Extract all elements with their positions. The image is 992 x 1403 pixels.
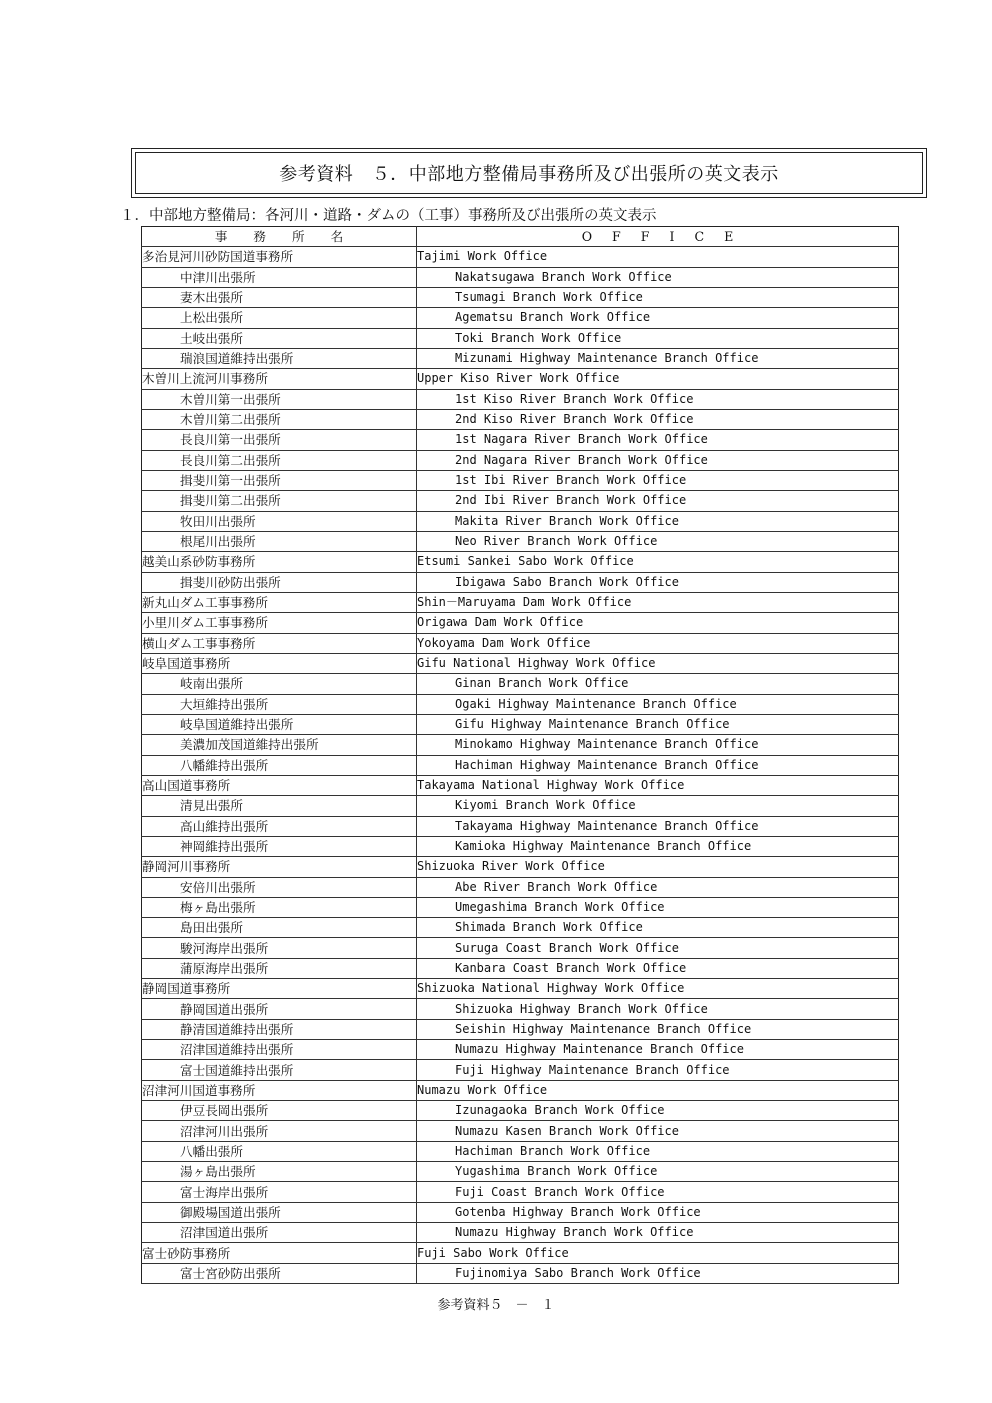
office-english-cell: Yokoyama Dam Work Office	[417, 633, 899, 653]
office-name-cell: 静岡国道出張所	[142, 999, 417, 1019]
table-row	[142, 1080, 899, 1100]
office-name-cell: 沼津国道出張所	[142, 1223, 417, 1243]
office-english-cell: Agematsu Branch Work Office	[417, 308, 899, 328]
office-english-cell: Hachiman Branch Work Office	[417, 1141, 899, 1161]
office-name-cell: 岐阜国道事務所	[142, 653, 417, 673]
office-name-cell: 富士砂防事務所	[142, 1243, 417, 1263]
office-english-cell: Tajimi Work Office	[417, 247, 899, 267]
office-name-cell: 揖斐川第二出張所	[142, 491, 417, 511]
table-row	[142, 1040, 899, 1060]
office-english-cell: Nakatsugawa Branch Work Office	[417, 267, 899, 287]
table-row	[142, 755, 899, 775]
office-english-cell: Numazu Highway Branch Work Office	[417, 1223, 899, 1243]
office-english-cell: Ibigawa Sabo Branch Work Office	[417, 572, 899, 592]
office-english-cell: Kamioka Highway Maintenance Branch Office	[417, 836, 899, 856]
office-name-cell: 中津川出張所	[142, 267, 417, 287]
office-name-cell: 沼津河川国道事務所	[142, 1080, 417, 1100]
office-name-cell: 梅ヶ島出張所	[142, 897, 417, 917]
office-english-cell: 2nd Nagara River Branch Work Office	[417, 450, 899, 470]
table-row	[142, 470, 899, 490]
office-english-cell: Ginan Branch Work Office	[417, 674, 899, 694]
table-row	[142, 1019, 899, 1039]
table-row	[142, 592, 899, 612]
office-english-cell: Shizuoka National Highway Work Office	[417, 979, 899, 999]
table-row	[142, 1202, 899, 1222]
office-name-cell: 瑞浪国道維持出張所	[142, 348, 417, 368]
office-english-cell: Yugashima Branch Work Office	[417, 1162, 899, 1182]
table-header-row	[142, 227, 899, 247]
table-row	[142, 1182, 899, 1202]
page-number: 参考資料５ － １	[437, 1298, 555, 1313]
office-english-cell: Shizuoka Highway Branch Work Office	[417, 999, 899, 1019]
office-name-cell: 島田出張所	[142, 918, 417, 938]
office-name-cell: 根尾川出張所	[142, 531, 417, 551]
office-name-cell: 沼津国道維持出張所	[142, 1040, 417, 1060]
office-english-cell: Abe River Branch Work Office	[417, 877, 899, 897]
table-row	[142, 877, 899, 897]
table-row	[142, 958, 899, 978]
office-english-cell: Gotenba Highway Branch Work Office	[417, 1202, 899, 1222]
office-english-cell: Suruga Coast Branch Work Office	[417, 938, 899, 958]
office-name-cell: 富士国道維持出張所	[142, 1060, 417, 1080]
office-english-cell: Takayama Highway Maintenance Branch Office	[417, 816, 899, 836]
table-row	[142, 816, 899, 836]
office-name-cell: 神岡維持出張所	[142, 836, 417, 856]
office-name-cell: 富士海岸出張所	[142, 1182, 417, 1202]
table-row	[142, 1243, 899, 1263]
table-row	[142, 287, 899, 307]
office-name-cell: 越美山系砂防事務所	[142, 552, 417, 572]
table-row	[142, 979, 899, 999]
table-row	[142, 247, 899, 267]
office-name-cell: 湯ヶ島出張所	[142, 1162, 417, 1182]
table-row	[142, 552, 899, 572]
table-row	[142, 1263, 899, 1283]
office-english-cell: 1st Kiso River Branch Work Office	[417, 389, 899, 409]
table-row	[142, 1060, 899, 1080]
table-row	[142, 348, 899, 368]
office-name-cell: 静岡国道事務所	[142, 979, 417, 999]
table-row	[142, 674, 899, 694]
office-name-cell: 八幡維持出張所	[142, 755, 417, 775]
table-row	[142, 938, 899, 958]
office-name-cell: 岐南出張所	[142, 674, 417, 694]
office-name-cell: 土岐出張所	[142, 328, 417, 348]
office-english-cell: Shimada Branch Work Office	[417, 918, 899, 938]
table-row	[142, 450, 899, 470]
page-title: 参考資料 ５．中部地方整備局事務所及び出張所の英文表示	[135, 152, 923, 194]
office-english-cell: Makita River Branch Work Office	[417, 511, 899, 531]
office-name-cell: 長良川第二出張所	[142, 450, 417, 470]
office-english-cell: 2nd Ibi River Branch Work Office	[417, 491, 899, 511]
office-name-cell: 揖斐川第一出張所	[142, 470, 417, 490]
table-row	[142, 857, 899, 877]
title-box	[131, 148, 927, 198]
table-row	[142, 694, 899, 714]
table-row	[142, 328, 899, 348]
office-english-cell: Gifu Highway Maintenance Branch Office	[417, 714, 899, 734]
office-name-cell: 木曽川上流河川事務所	[142, 369, 417, 389]
table-row	[142, 735, 899, 755]
office-name-cell: 横山ダム工事事務所	[142, 633, 417, 653]
table-row	[142, 613, 899, 633]
office-english-cell: Fuji Sabo Work Office	[417, 1243, 899, 1263]
table-row	[142, 836, 899, 856]
office-english-cell: Takayama National Highway Work Office	[417, 775, 899, 795]
office-english-cell: Minokamo Highway Maintenance Branch Office	[417, 735, 899, 755]
office-name-cell: 御殿場国道出張所	[142, 1202, 417, 1222]
table-row	[142, 267, 899, 287]
office-english-cell: Upper Kiso River Work Office	[417, 369, 899, 389]
office-english-cell: Umegashima Branch Work Office	[417, 897, 899, 917]
header-office-name: 事務所名	[142, 227, 417, 247]
table-row	[142, 1162, 899, 1182]
table-row	[142, 796, 899, 816]
table-row	[142, 633, 899, 653]
office-english-cell: Ogaki Highway Maintenance Branch Office	[417, 694, 899, 714]
office-name-cell: 揖斐川砂防出張所	[142, 572, 417, 592]
table-row	[142, 1121, 899, 1141]
office-english-cell: Gifu National Highway Work Office	[417, 653, 899, 673]
office-english-cell: 1st Nagara River Branch Work Office	[417, 430, 899, 450]
office-english-cell: Numazu Kasen Branch Work Office	[417, 1121, 899, 1141]
table-row	[142, 511, 899, 531]
table-row	[142, 531, 899, 551]
table-row	[142, 897, 899, 917]
office-english-cell: Tsumagi Branch Work Office	[417, 287, 899, 307]
office-name-cell: 木曽川第二出張所	[142, 409, 417, 429]
office-english-cell: Izunagaoka Branch Work Office	[417, 1101, 899, 1121]
office-name-cell: 岐阜国道維持出張所	[142, 714, 417, 734]
table-row	[142, 653, 899, 673]
office-english-cell: Fuji Coast Branch Work Office	[417, 1182, 899, 1202]
office-english-cell: Shin－Maruyama Dam Work Office	[417, 592, 899, 612]
office-english-cell: Kanbara Coast Branch Work Office	[417, 958, 899, 978]
office-name-cell: 新丸山ダム工事事務所	[142, 592, 417, 612]
office-english-cell: 2nd Kiso River Branch Work Office	[417, 409, 899, 429]
office-name-cell: 駿河海岸出張所	[142, 938, 417, 958]
office-english-cell: Neo River Branch Work Office	[417, 531, 899, 551]
office-name-cell: 蒲原海岸出張所	[142, 958, 417, 978]
office-name-cell: 沼津河川出張所	[142, 1121, 417, 1141]
office-name-cell: 多治見河川砂防国道事務所	[142, 247, 417, 267]
table-row	[142, 999, 899, 1019]
office-english-cell: Numazu Highway Maintenance Branch Office	[417, 1040, 899, 1060]
office-name-cell: 小里川ダム工事事務所	[142, 613, 417, 633]
office-english-cell: Etsumi Sankei Sabo Work Office	[417, 552, 899, 572]
office-english-cell: Fuji Highway Maintenance Branch Office	[417, 1060, 899, 1080]
office-name-cell: 上松出張所	[142, 308, 417, 328]
table-row	[142, 1223, 899, 1243]
office-name-cell: 静清国道維持出張所	[142, 1019, 417, 1039]
table-row	[142, 409, 899, 429]
office-english-cell: Origawa Dam Work Office	[417, 613, 899, 633]
table-row	[142, 491, 899, 511]
header-office: OFFICE	[417, 227, 899, 247]
office-name-cell: 伊豆長岡出張所	[142, 1101, 417, 1121]
office-english-cell: Toki Branch Work Office	[417, 328, 899, 348]
office-name-cell: 妻木出張所	[142, 287, 417, 307]
office-name-cell: 静岡河川事務所	[142, 857, 417, 877]
office-english-cell: Hachiman Highway Maintenance Branch Office	[417, 755, 899, 775]
office-english-cell: Numazu Work Office	[417, 1080, 899, 1100]
table-row	[142, 308, 899, 328]
table-row	[142, 572, 899, 592]
table-row	[142, 918, 899, 938]
table-row	[142, 1101, 899, 1121]
office-english-cell: Kiyomi Branch Work Office	[417, 796, 899, 816]
table-row	[142, 1141, 899, 1161]
office-english-cell: Seishin Highway Maintenance Branch Office	[417, 1019, 899, 1039]
office-name-cell: 清見出張所	[142, 796, 417, 816]
office-english-cell: Mizunami Highway Maintenance Branch Office	[417, 348, 899, 368]
table-body	[142, 247, 899, 1284]
office-english-cell: 1st Ibi River Branch Work Office	[417, 470, 899, 490]
office-english-cell: Fujinomiya Sabo Branch Work Office	[417, 1263, 899, 1283]
office-name-cell: 高山国道事務所	[142, 775, 417, 795]
office-name-cell: 大垣維持出張所	[142, 694, 417, 714]
office-name-cell: 木曽川第一出張所	[142, 389, 417, 409]
office-name-cell: 美濃加茂国道維持出張所	[142, 735, 417, 755]
office-name-cell: 長良川第一出張所	[142, 430, 417, 450]
table-row	[142, 714, 899, 734]
office-name-cell: 安倍川出張所	[142, 877, 417, 897]
table-row	[142, 775, 899, 795]
office-name-cell: 富士宮砂防出張所	[142, 1263, 417, 1283]
table-row	[142, 430, 899, 450]
office-name-cell: 八幡出張所	[142, 1141, 417, 1161]
table-row	[142, 389, 899, 409]
section-heading: １．中部地方整備局：各河川・道路・ダムの（工事）事務所及び出張所の英文表示	[120, 208, 657, 224]
office-name-cell: 高山維持出張所	[142, 816, 417, 836]
office-english-cell: Shizuoka River Work Office	[417, 857, 899, 877]
table-row	[142, 369, 899, 389]
office-name-cell: 牧田川出張所	[142, 511, 417, 531]
office-table	[141, 226, 899, 1284]
